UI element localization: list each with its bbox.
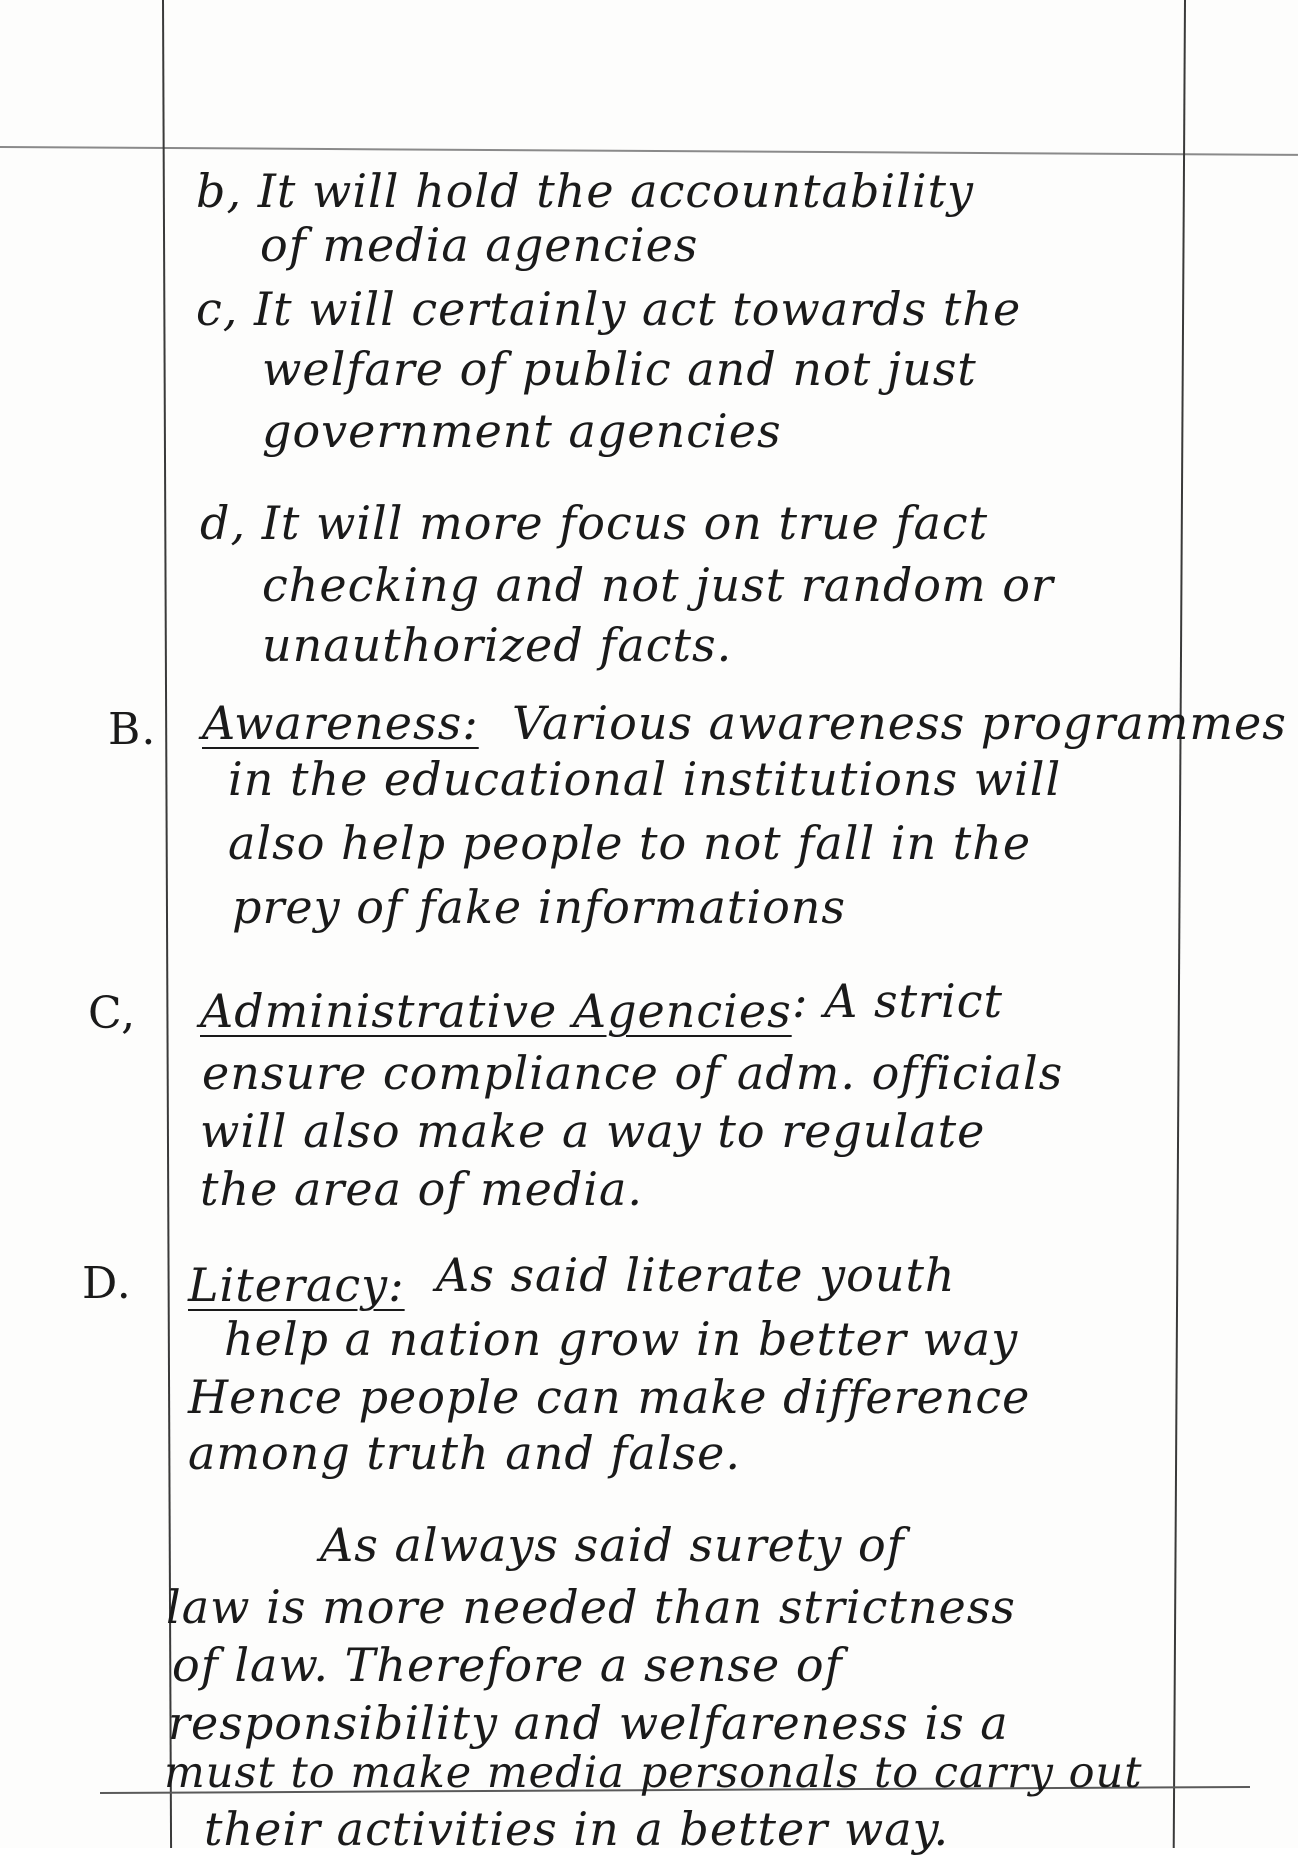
point-b-line-2: of media agencies — [260, 218, 699, 272]
conclusion-line-4: responsibility and welfareness is a — [168, 1696, 1009, 1750]
point-c-line-2: welfare of public and not just — [262, 342, 977, 396]
conclusion-line-2: law is more needed than strictness — [166, 1580, 1016, 1634]
section-c-line-2: ensure compliance of adm. officials — [202, 1046, 1064, 1100]
section-b-line-1: Various awareness programmes — [512, 696, 1287, 750]
section-b-line-2: in the educational institutions will — [228, 752, 1062, 806]
section-c-line-4: the area of media. — [200, 1162, 644, 1216]
conclusion-line-5: must to make media personals to carry out — [164, 1748, 1143, 1798]
section-d-line-3: Hence people can make difference — [188, 1370, 1031, 1424]
left-margin-line — [162, 0, 172, 1848]
point-c-line-3: government agencies — [262, 404, 782, 458]
top-rule — [0, 146, 1298, 155]
section-d-line-2: help a nation grow in better way — [224, 1312, 1019, 1366]
point-b-line-1: b, It will hold the accountability — [196, 164, 975, 218]
section-c-heading: Administrative Agencies — [200, 984, 792, 1038]
point-d-line-2: checking and not just random or — [262, 558, 1054, 612]
section-d-label: D. — [82, 1258, 132, 1309]
section-c-line-3: will also make a way to regulate — [200, 1104, 986, 1158]
conclusion-line-3: of law. Therefore a sense of — [172, 1638, 843, 1692]
section-d-line-1: As said literate youth — [436, 1248, 956, 1302]
point-d-line-1: d, It will more focus on true fact — [200, 496, 989, 550]
section-b-heading: Awareness: — [202, 696, 479, 750]
point-c-line-1: c, It will certainly act towards the — [196, 282, 1022, 336]
conclusion-line-1: As always said surety of — [320, 1518, 905, 1572]
section-d-line-4: among truth and false. — [188, 1426, 741, 1480]
conclusion-line-6: their activities in a better way. — [204, 1802, 950, 1856]
section-b-line-3: also help people to not fall in the — [228, 816, 1032, 870]
section-c-label: C, — [88, 988, 137, 1039]
section-b-line-4: prey of fake informations — [232, 880, 846, 934]
right-margin-line — [1173, 0, 1186, 1848]
point-d-line-3: unauthorized facts. — [262, 618, 733, 672]
section-b-label: B. — [108, 704, 157, 755]
section-d-heading: Literacy: — [188, 1258, 405, 1312]
section-c-line-1: : A strict — [792, 974, 1004, 1028]
